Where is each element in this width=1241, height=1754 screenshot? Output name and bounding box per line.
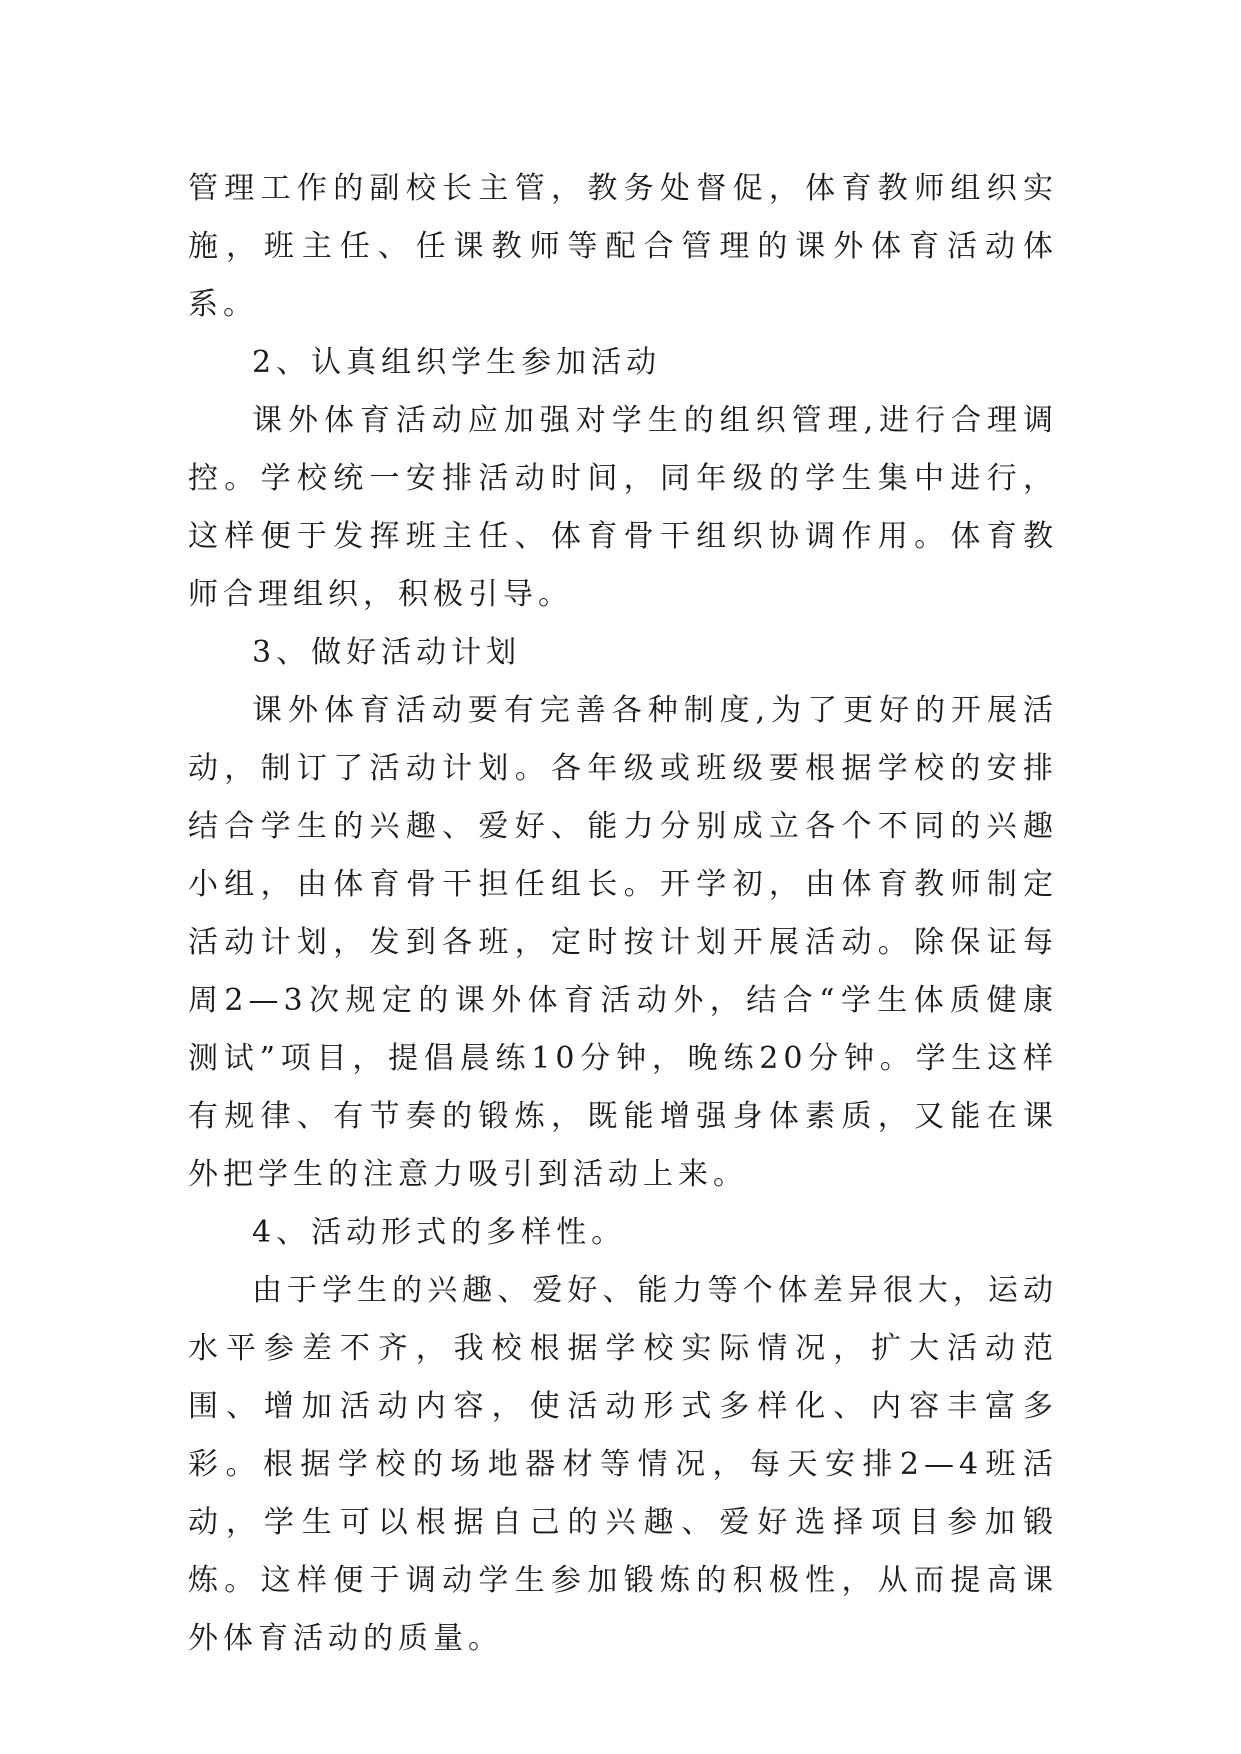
paragraph-organize-students: 课外体育活动应加强对学生的组织管理,进行合理调控。学校统一安排活动时间，同年级的学生集中进行，这样便于发挥班主任、体育骨干组织协调作用。体育教师合理组织，积极引导。 <box>188 403 1058 612</box>
document-body <box>188 160 1058 1668</box>
paragraph-activity-plan: 课外体育活动要有完善各种制度,为了更好的开展活动，制订了活动计划。各年级或班级要根据学校的安排结合学生的兴趣、爱好、能力分别成立各个不同的兴趣小组，由体育骨干担任组长。开学初，由体育教师制定活动计划，发到各班，定时按计划开展活动。除保证每周2—3次规定的课外体育活动外，结合“学生体质健康测试”项目，提倡晨练10分钟，晚练20分钟。学生这样有规律、有节奏的锻炼，既能增强身体素质，又能在课外把学生的注意力吸引到活动上来。 <box>188 693 1058 1192</box>
paragraph-activity-diversity: 由于学生的兴趣、爱好、能力等个体差异很大，运动水平参差不齐，我校根据学校实际情况，扩大活动范围、增加活动内容，使活动形式多样化、内容丰富多彩。根据学校的场地器材等情况，每天安排2—4班活动，学生可以根据自己的兴趣、爱好选择项目参加锻炼。这样便于调动学生参加锻炼的积极性，从而提高课外体育活动的质量。 <box>188 1273 1058 1656</box>
paragraph-continuation: 管理工作的副校长主管，教务处督促，体育教师组织实施，班主任、任课教师等配合管理的课外体育活动体系。 <box>188 171 1058 322</box>
section-heading-3: 3、做好活动计划 <box>252 635 522 670</box>
section-heading-4: 4、活动形式的多样性。 <box>252 1215 627 1250</box>
section-heading-2: 2、认真组织学生参加活动 <box>252 345 662 380</box>
